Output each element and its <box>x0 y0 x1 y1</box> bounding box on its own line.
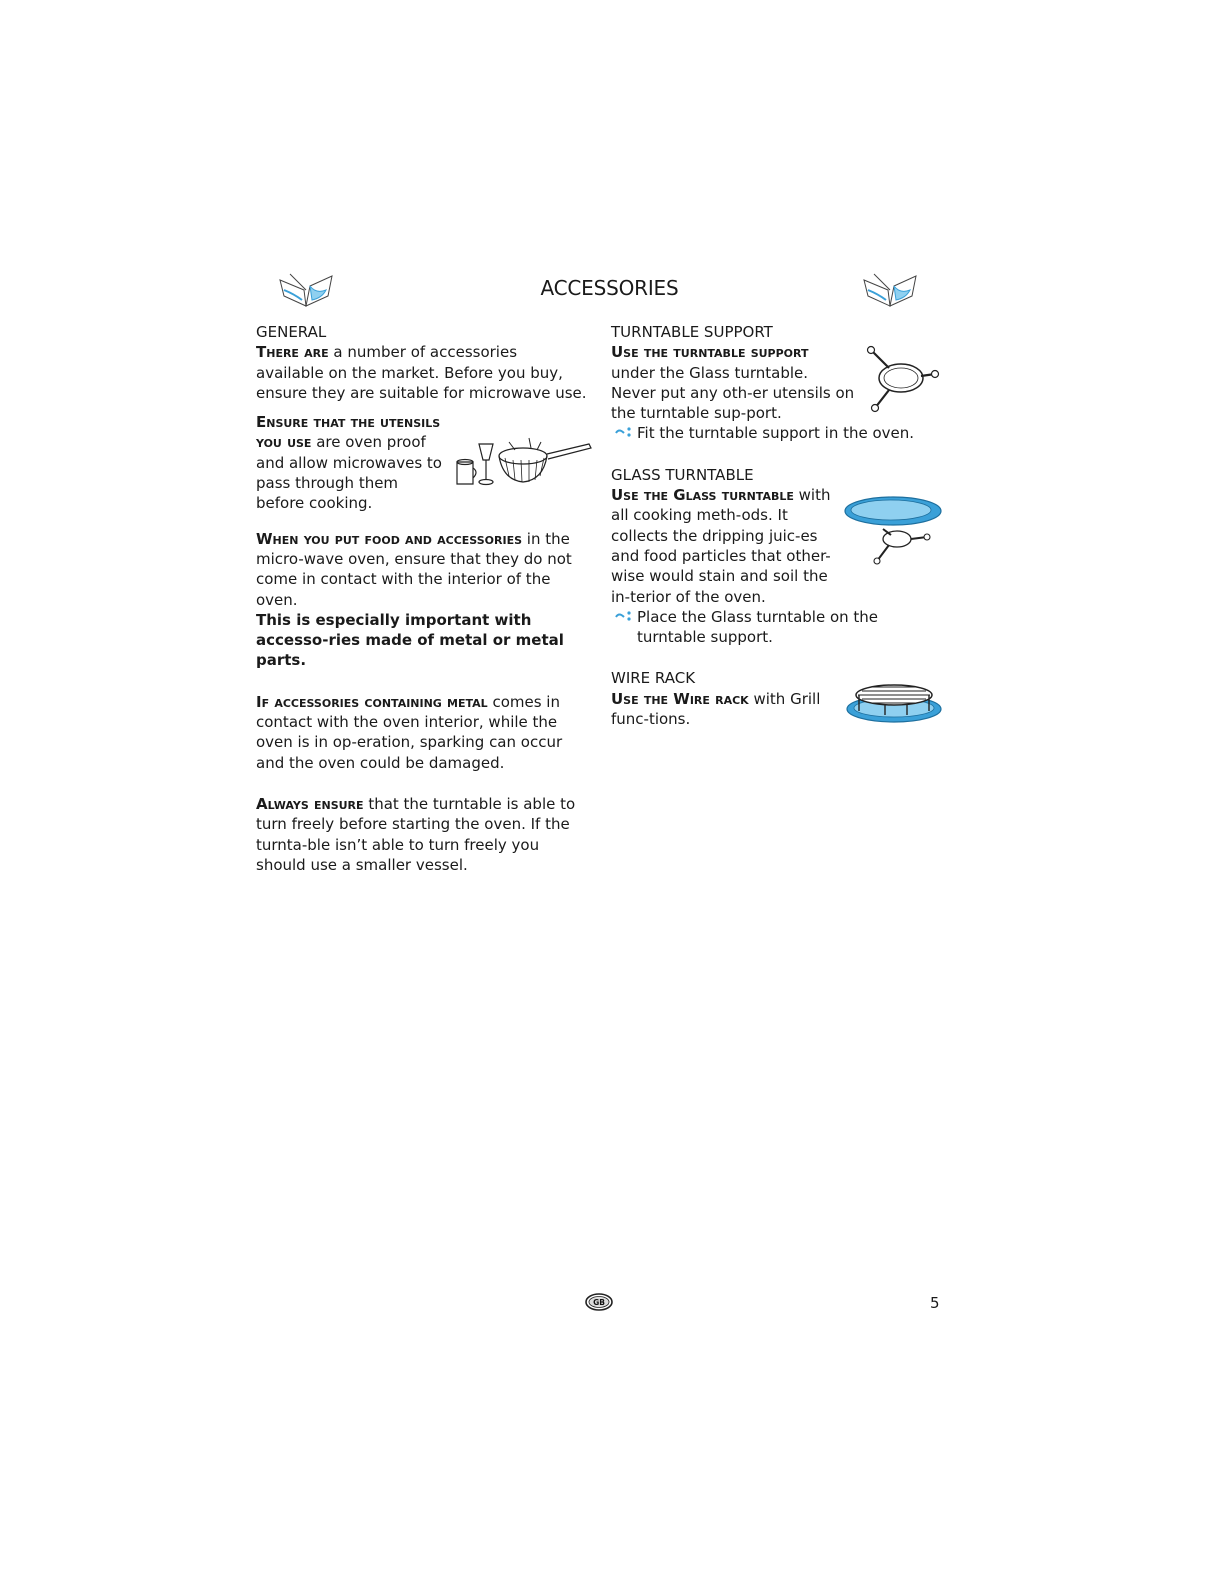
turntable-check-paragraph <box>256 794 589 875</box>
metal-lead: If accessories containing metal <box>256 692 488 711</box>
glass-turntable-text: with all cooking meth-ods. It collects the dripping juic-es and food particles that other-wise would stain and soil the in-terior of the oven. <box>611 486 831 606</box>
page-number: 5 <box>930 1294 940 1312</box>
general-text: a number of accessories available on the market. Before you buy, ensure they are suitable for microwave use. <box>256 343 587 402</box>
glass-turntable-illustration <box>843 495 943 567</box>
turntable-check-text: that the turntable is able to turn freely before starting the oven. If the turnta-ble isn’t able to turn freely you should use a smaller vessel. <box>256 794 576 874</box>
glass-turntable-lead: Use the Glass turntable <box>611 486 794 505</box>
gb-badge-icon <box>585 1293 613 1311</box>
turntable-support-text: under the Glass turntable. Never put any oth-er utensils on the turntable sup-port. <box>611 363 855 423</box>
turntable-support-step <box>611 423 941 443</box>
section-heading-glass-turntable: GLASS TURNTABLE <box>611 465 754 484</box>
wire-rack-illustration <box>845 681 943 725</box>
right-column <box>611 322 941 729</box>
food-lead: When you put food and accessories <box>256 529 523 548</box>
glass-turntable-step-text: Place the Glass turntable on the turntable support. <box>637 607 879 647</box>
turntable-support-step-text: Fit the turntable support in the oven. <box>637 424 915 443</box>
turntable-check-lead: Always ensure <box>256 794 364 813</box>
utensils-lead: Ensure that the utensils you use <box>256 413 441 452</box>
step-arrow-icon <box>611 607 637 622</box>
section-heading-turntable-support: TURNTABLE SUPPORT <box>611 323 773 341</box>
step-arrow-icon <box>611 423 637 438</box>
turntable-support-paragraph <box>611 342 941 423</box>
utensils-text: are oven proof and allow microwaves to pass through them before cooking. <box>256 433 442 513</box>
wire-rack-lead: Use the Wire rack <box>611 689 749 708</box>
left-column <box>256 322 589 875</box>
wire-rack-paragraph <box>611 689 941 730</box>
open-book-icon <box>860 270 922 308</box>
food-paragraph <box>256 529 589 610</box>
utensils-paragraph <box>256 412 589 513</box>
glass-turntable-step <box>611 607 941 648</box>
country-badge-label: GB <box>593 1298 605 1307</box>
metal-paragraph <box>256 692 589 773</box>
turntable-support-lead: Use the turntable support <box>611 343 809 362</box>
general-lead: There are <box>256 343 329 362</box>
page-title: ACCESSORIES <box>540 276 679 300</box>
glass-turntable-paragraph <box>611 485 941 607</box>
metal-text: comes in contact with the oven interior, while the oven is in op-eration, sparking can occur and the oven could be damaged. <box>256 692 563 772</box>
section-heading-general: GENERAL <box>256 323 327 341</box>
section-heading-wire-rack: WIRE RACK <box>611 669 696 688</box>
metal-warning: This is especially important with accesso-ries made of metal or metal parts. <box>256 610 564 670</box>
utensils-illustration <box>449 428 595 490</box>
wire-rack-text: with Grill func-tions. <box>611 689 821 729</box>
general-paragraph <box>256 342 589 403</box>
food-text: in the micro-wave oven, ensure that they do not come in contact with the interior of the oven. <box>256 529 572 609</box>
turntable-support-illustration <box>861 344 941 414</box>
